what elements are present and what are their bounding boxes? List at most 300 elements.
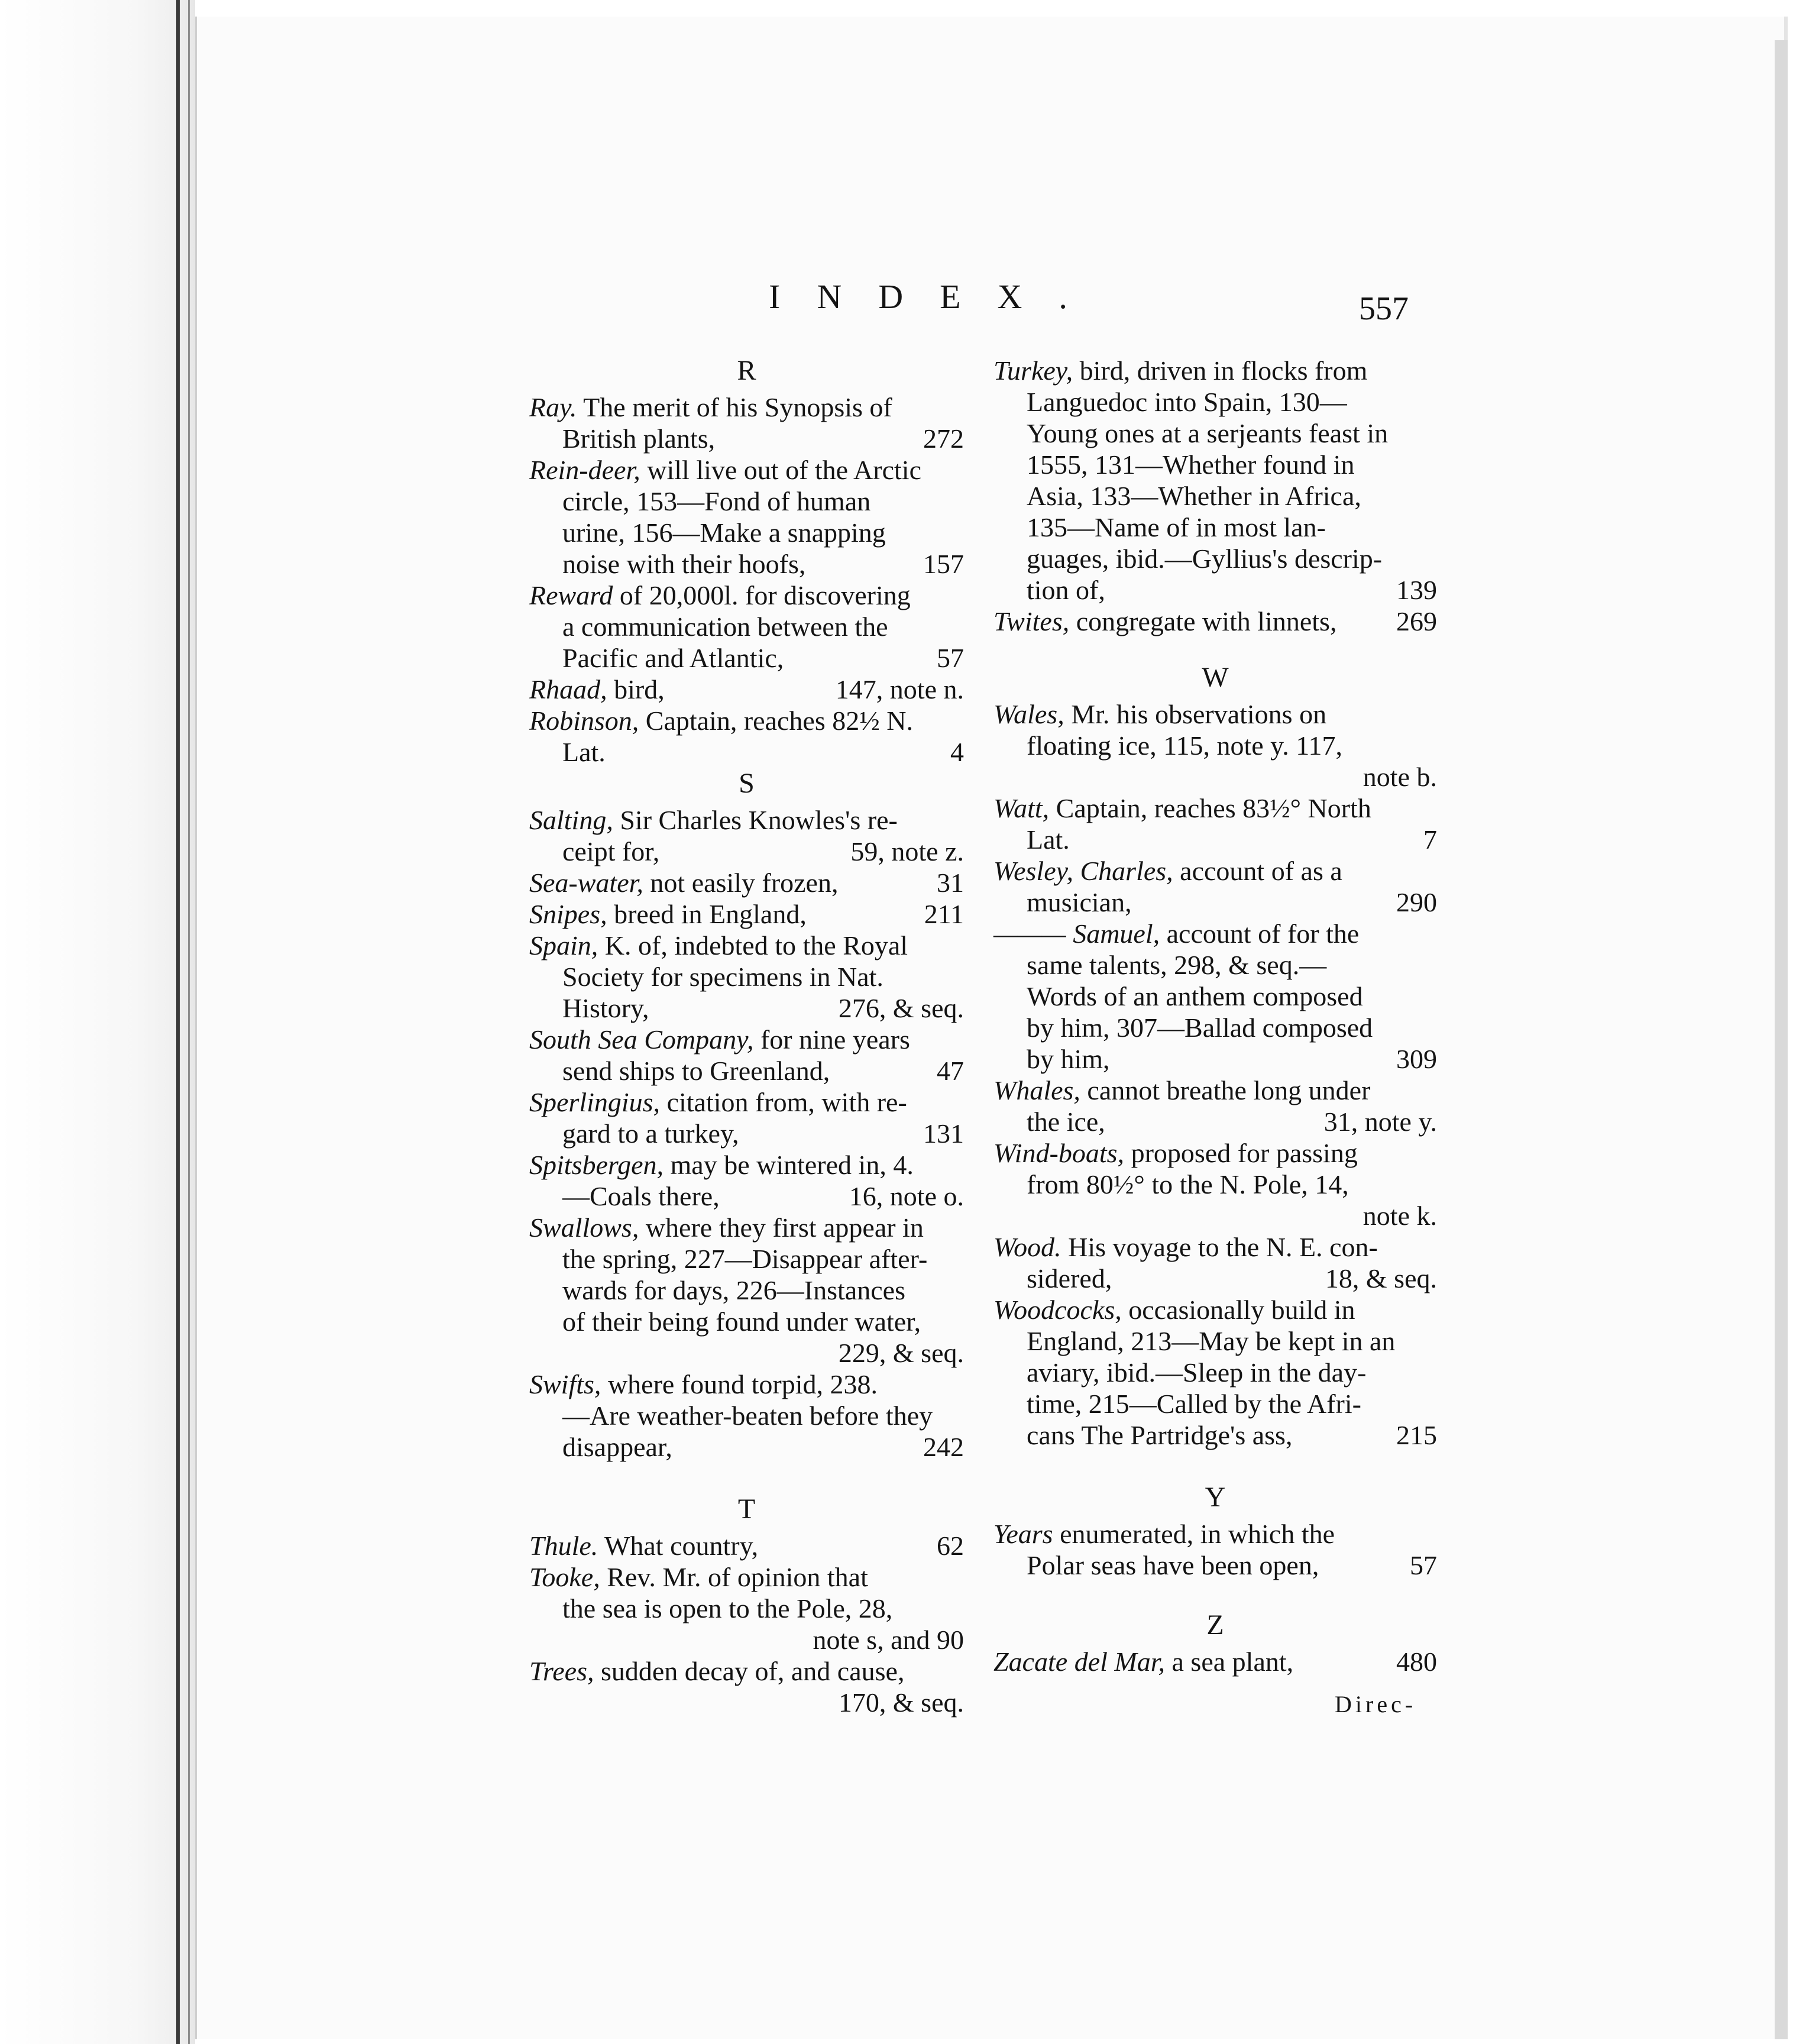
entry-headword: Thule. <box>529 1531 598 1561</box>
entry-line <box>529 454 964 486</box>
index-entry <box>529 580 964 674</box>
entry-body: England, 213—May be kept in an <box>1027 1326 1396 1356</box>
entry-text <box>993 855 1342 887</box>
index-entry <box>529 1530 964 1561</box>
entry-line <box>993 698 1437 730</box>
entry-body: aviary, ibid.—Sleep in the day- <box>1027 1357 1367 1388</box>
entry-line <box>993 887 1437 918</box>
entry-line <box>529 1593 964 1624</box>
entry-line <box>993 1357 1437 1388</box>
running-title: INDEX. <box>769 277 1104 316</box>
index-entry <box>529 1212 964 1369</box>
entry-headword: Wesley, Charles, <box>993 856 1173 886</box>
entry-line <box>993 1550 1437 1581</box>
index-entry <box>993 1231 1437 1294</box>
entry-line <box>993 1419 1437 1451</box>
entry-body: will live out of the Arctic <box>647 455 921 485</box>
entry-body: British plants, <box>562 423 716 454</box>
entry-line <box>993 1137 1437 1169</box>
entry-body: gard to a turkey, <box>562 1118 739 1149</box>
entry-body: from 80½° to the N. Pole, 14, <box>1027 1169 1349 1199</box>
section-letter: Z <box>1206 1609 1224 1641</box>
entry-line <box>529 642 964 674</box>
entry-line <box>529 1687 964 1718</box>
entry-headword: South Sea Company, <box>529 1024 754 1055</box>
entry-text <box>1027 1357 1366 1388</box>
entry-headword: Tooke, <box>529 1562 600 1592</box>
entry-text <box>562 611 888 642</box>
entry-text <box>1027 1043 1110 1075</box>
index-entry <box>993 1646 1437 1677</box>
entry-headword: Wind-boats, <box>993 1138 1125 1168</box>
entry-body: guages, ibid.—Gyllius's descrip- <box>1027 544 1383 574</box>
entry-line <box>993 418 1437 449</box>
entry-headword: Wales, <box>993 699 1064 729</box>
entry-line <box>993 574 1437 606</box>
section-letter: S <box>739 768 755 799</box>
entry-body: Lat. <box>1027 824 1070 855</box>
entry-body: urine, 156—Make a snapping <box>562 518 886 548</box>
entry-body: same talents, 298, & seq.— <box>1027 950 1327 980</box>
page-reference: 290 <box>1396 887 1437 917</box>
entry-line <box>529 1530 964 1561</box>
entry-text <box>993 1646 1293 1677</box>
entry-line <box>529 674 964 705</box>
entry-body: bird, <box>614 674 665 704</box>
entry-line <box>529 1181 964 1212</box>
entry-body: sidered, <box>1027 1263 1112 1293</box>
index-entry <box>529 1024 964 1086</box>
entry-line <box>993 1169 1437 1200</box>
entry-text <box>1027 949 1326 981</box>
entry-text <box>529 804 898 836</box>
entry-body: the sea is open to the Pole, 28, <box>562 1593 893 1623</box>
entry-body: Pacific and Atlantic, <box>562 643 784 673</box>
entry-headword: Sea-water, <box>529 868 643 898</box>
entry-headword: ——— Samuel, <box>993 918 1160 949</box>
index-entry <box>993 855 1437 918</box>
entry-text <box>562 642 784 674</box>
entry-text <box>529 1149 914 1181</box>
entry-line <box>993 1200 1437 1231</box>
index-entry <box>993 355 1437 606</box>
entry-body: wards for days, 226—Instances <box>562 1275 905 1305</box>
entry-line <box>529 486 964 517</box>
entry-body: the spring, 227—Disappear after- <box>562 1244 928 1274</box>
entry-headword: Robinson, <box>529 706 639 736</box>
index-entry <box>529 454 964 580</box>
entry-line <box>993 949 1437 981</box>
entry-headword: Reward <box>529 580 613 610</box>
entry-body: Languedoc into Spain, 130— <box>1027 387 1347 417</box>
entry-text <box>1027 449 1354 480</box>
entry-line <box>529 1400 964 1431</box>
entry-line <box>993 1646 1437 1677</box>
entry-text <box>529 1530 758 1561</box>
entry-line <box>529 1086 964 1118</box>
entry-body: noise with their hoofs, <box>562 549 806 579</box>
entry-line <box>993 449 1437 480</box>
entry-text <box>1027 1325 1395 1357</box>
page-reference: 215 <box>1396 1420 1437 1450</box>
entry-line <box>993 1518 1437 1550</box>
entry-body: Words of an anthem composed <box>1027 981 1363 1011</box>
entry-text <box>993 1075 1370 1106</box>
entry-text <box>529 392 892 423</box>
entry-headword: Whales, <box>993 1075 1080 1105</box>
entry-line <box>529 1624 964 1655</box>
entry-text <box>993 698 1326 730</box>
entry-line <box>993 918 1437 949</box>
entry-body: Asia, 133—Whether in Africa, <box>1027 481 1361 511</box>
entry-line <box>529 736 964 768</box>
entry-headword: Salting, <box>529 805 613 835</box>
entry-text <box>1027 512 1326 543</box>
entry-headword: Zacate del Mar, <box>993 1647 1166 1677</box>
entry-line <box>993 824 1437 855</box>
entry-body: circle, 153—Fond of human <box>562 486 871 516</box>
entry-line <box>529 548 964 580</box>
entry-body: of their being found under water, <box>562 1306 921 1337</box>
entry-text <box>562 1055 830 1086</box>
entry-text <box>529 674 665 705</box>
entry-line <box>993 1294 1437 1325</box>
index-entry <box>993 1075 1437 1137</box>
page-reference: 31 <box>937 868 964 898</box>
index-entry <box>529 930 964 1024</box>
entry-body: Mr. his observations on <box>1071 699 1327 729</box>
entry-body: send ships to Greenland, <box>562 1056 830 1086</box>
page-reference: 211 <box>924 899 964 929</box>
entry-text <box>993 918 1359 949</box>
entry-body: cans The Partridge's ass, <box>1027 1420 1293 1450</box>
page-reference: 480 <box>1396 1647 1437 1677</box>
entry-line <box>529 1275 964 1306</box>
entry-text <box>529 1086 907 1118</box>
index-entry <box>529 674 964 705</box>
entry-body: History, <box>562 993 649 1023</box>
page-reference: 62 <box>937 1531 964 1561</box>
entry-line <box>993 855 1437 887</box>
entry-text <box>993 1294 1355 1325</box>
entry-text <box>562 1243 927 1275</box>
index-entry <box>529 804 964 867</box>
entry-body: floating ice, 115, note y. 117, <box>1027 730 1342 761</box>
index-entry <box>529 1086 964 1149</box>
entry-line <box>529 1431 964 1463</box>
page-reference: 269 <box>1396 606 1437 636</box>
entry-line <box>529 930 964 961</box>
index-entry <box>993 1294 1437 1451</box>
entry-headword: Swallows, <box>529 1212 639 1243</box>
entry-body: a communication between the <box>562 612 888 642</box>
entry-body: cannot breathe long under <box>1087 1075 1371 1105</box>
entry-line <box>529 1149 964 1181</box>
entry-body: account of as a <box>1180 856 1342 886</box>
entry-text <box>562 961 883 992</box>
page-reference: 47 <box>937 1056 964 1086</box>
entry-line <box>529 392 964 423</box>
entry-text <box>1027 480 1361 512</box>
index-entry <box>529 898 964 930</box>
entry-body: Captain, reaches 82½ N. <box>645 706 913 736</box>
entry-body: 135—Name of in most lan- <box>1027 512 1326 542</box>
entry-body: What country, <box>604 1531 759 1561</box>
page-reference: 31, note y. <box>1323 1107 1437 1137</box>
entry-text <box>562 736 606 768</box>
entry-text <box>529 898 807 930</box>
entry-text <box>993 1231 1378 1263</box>
entry-body: proposed for passing <box>1131 1138 1358 1168</box>
entry-body: not easily frozen, <box>650 868 839 898</box>
entry-text <box>562 1431 672 1463</box>
entry-line <box>529 1337 964 1369</box>
entry-body: account of for the <box>1166 918 1360 949</box>
entry-headword: Sperlingius, <box>529 1087 661 1117</box>
page-reference: 59, note z. <box>850 836 964 866</box>
page-reference: 276, & seq. <box>838 993 964 1023</box>
entry-line <box>529 611 964 642</box>
entry-body: —Are weather-beaten before they <box>562 1401 933 1431</box>
entry-text <box>1027 1169 1349 1200</box>
entry-text <box>1027 887 1132 918</box>
entry-line <box>529 423 964 454</box>
entry-line <box>993 981 1437 1012</box>
entry-line <box>529 898 964 930</box>
page-reference: 18, & seq. <box>1325 1263 1437 1293</box>
entry-body: Lat. <box>562 737 606 767</box>
index-entry <box>529 392 964 454</box>
index-entry <box>529 705 964 768</box>
entry-text <box>1027 730 1342 761</box>
entry-text <box>562 1400 933 1431</box>
entry-text <box>529 867 838 898</box>
entry-text <box>1027 1012 1373 1043</box>
page-reference: 309 <box>1396 1044 1437 1074</box>
entry-text <box>562 517 886 548</box>
entry-text <box>529 1655 904 1687</box>
page-reference: 157 <box>923 549 964 579</box>
entry-body: ceipt for, <box>562 836 660 866</box>
entry-text <box>529 580 911 611</box>
entry-line <box>993 730 1437 761</box>
index-entry <box>529 1561 964 1655</box>
entry-line <box>993 1012 1437 1043</box>
entry-headword: Rhaad, <box>529 674 607 704</box>
entry-text <box>1027 824 1070 855</box>
entry-line <box>993 1043 1437 1075</box>
entry-headword: Rein-deer, <box>529 455 640 485</box>
entry-line <box>993 512 1437 543</box>
entry-text <box>1027 418 1388 449</box>
entry-headword: Twites, <box>993 606 1070 636</box>
entry-text <box>562 1593 892 1624</box>
index-entry <box>529 867 964 898</box>
entry-body: a sea plant, <box>1171 1647 1294 1677</box>
entry-line <box>993 543 1437 574</box>
entry-headword: Snipes, <box>529 899 607 929</box>
binding-shadow <box>188 0 190 2044</box>
entry-body: where they first appear in <box>645 1212 924 1243</box>
entry-body: citation from, with re- <box>666 1087 907 1117</box>
entry-line <box>993 1106 1437 1137</box>
entry-body: of 20,000l. for discovering <box>619 580 911 610</box>
page-reference: note k. <box>1362 1201 1437 1231</box>
entry-text <box>993 355 1367 386</box>
page-edge <box>1775 40 1788 2039</box>
entry-body: 1555, 131—Whether found in <box>1027 449 1355 480</box>
entry-text <box>1027 574 1105 606</box>
entry-line <box>529 961 964 992</box>
entry-line <box>529 580 964 611</box>
entry-headword: Spain, <box>529 930 598 960</box>
entry-text <box>562 1181 720 1212</box>
entry-line <box>993 386 1437 418</box>
entry-body: enumerated, in which the <box>1060 1519 1335 1549</box>
entry-line <box>993 1231 1437 1263</box>
section-letter: Y <box>1205 1482 1226 1513</box>
entry-line <box>529 1118 964 1149</box>
entry-line <box>529 1243 964 1275</box>
entry-text <box>1027 1388 1361 1419</box>
entry-body: tion of, <box>1027 575 1105 605</box>
entry-body: for nine years <box>760 1024 910 1055</box>
entry-headword: Years <box>993 1519 1053 1549</box>
entry-text <box>529 1369 878 1400</box>
entry-line <box>529 836 964 867</box>
page-reference: 170, & seq. <box>838 1687 964 1718</box>
entry-body: Captain, reaches 83½° North <box>1056 793 1371 823</box>
index-entry <box>993 698 1437 793</box>
entry-body: occasionally build in <box>1128 1295 1355 1325</box>
index-entry <box>993 793 1437 855</box>
entry-headword: Turkey, <box>993 355 1073 386</box>
entry-line <box>529 705 964 736</box>
entry-line <box>993 480 1437 512</box>
entry-text <box>562 836 659 867</box>
entry-body: musician, <box>1027 887 1132 917</box>
entry-headword: Trees, <box>529 1656 594 1686</box>
entry-body: His voyage to the N. E. con- <box>1068 1232 1378 1262</box>
entry-text <box>562 1118 739 1149</box>
index-entry <box>993 606 1437 637</box>
entry-body: Young ones at a serjeants feast in <box>1027 418 1389 448</box>
paper-page <box>195 17 1788 2039</box>
entry-headword: Watt, <box>993 793 1050 823</box>
entry-line <box>529 1212 964 1243</box>
entry-body: Polar seas have been open, <box>1027 1550 1319 1580</box>
facing-page-edge <box>0 0 195 2044</box>
entry-body: Rev. Mr. of opinion that <box>607 1562 868 1592</box>
entry-text <box>1027 981 1363 1012</box>
entry-headword: Swifts, <box>529 1369 601 1399</box>
entry-body: —Coals there, <box>562 1181 720 1211</box>
page-reference: 139 <box>1396 575 1437 605</box>
entry-line <box>993 606 1437 637</box>
entry-headword: Woodcocks, <box>993 1295 1122 1325</box>
entry-text <box>562 548 805 580</box>
entry-text <box>1027 386 1347 418</box>
page-reference: 229, & seq. <box>838 1338 964 1368</box>
entry-line <box>993 355 1437 386</box>
page-reference: 272 <box>923 423 964 454</box>
index-entry <box>993 1518 1437 1581</box>
entry-line <box>529 992 964 1024</box>
entry-text <box>993 606 1336 637</box>
section-letter: R <box>737 355 756 386</box>
entry-text <box>529 705 913 736</box>
entry-body: sudden decay of, and cause, <box>600 1656 905 1686</box>
page-reference: 131 <box>923 1118 964 1149</box>
entry-line <box>993 793 1437 824</box>
entry-line <box>529 1055 964 1086</box>
index-entry <box>993 918 1437 1075</box>
entry-text <box>1027 1106 1105 1137</box>
entry-body: congregate with linnets, <box>1076 606 1337 636</box>
entry-line <box>993 1325 1437 1357</box>
entry-text <box>562 1275 905 1306</box>
index-entry <box>529 1149 964 1212</box>
entry-line <box>993 1263 1437 1294</box>
entry-body: may be wintered in, 4. <box>670 1150 914 1180</box>
entry-text <box>993 1137 1358 1169</box>
catchword: Direc- <box>1335 1691 1417 1718</box>
index-entry <box>993 1137 1437 1231</box>
entry-text <box>562 1306 921 1337</box>
entry-text <box>1027 1263 1112 1294</box>
entry-body: Sir Charles Knowles's re- <box>620 805 898 835</box>
entry-line <box>529 1561 964 1593</box>
entry-line <box>529 1655 964 1687</box>
entry-line <box>993 1388 1437 1419</box>
entry-body: time, 215—Called by the Afri- <box>1027 1389 1361 1419</box>
page-reference: 57 <box>1410 1550 1437 1580</box>
page-reference: 4 <box>950 737 964 767</box>
section-letter: T <box>737 1493 756 1525</box>
entry-line <box>529 804 964 836</box>
page-reference: 7 <box>1423 824 1437 855</box>
entry-text <box>562 423 715 454</box>
entry-body: disappear, <box>562 1432 672 1462</box>
entry-text <box>529 1024 910 1055</box>
index-entry <box>529 1655 964 1718</box>
entry-line <box>529 1369 964 1400</box>
entry-body: The merit of his Synopsis of <box>583 392 892 422</box>
entry-text <box>529 1561 868 1593</box>
entry-body: Society for specimens in Nat. <box>562 962 883 992</box>
entry-text <box>529 454 921 486</box>
entry-headword: Spitsbergen, <box>529 1150 664 1180</box>
page-reference: 147, note n. <box>835 674 964 704</box>
entry-text <box>529 930 908 961</box>
entry-line <box>993 1075 1437 1106</box>
entry-text <box>562 992 649 1024</box>
entry-text <box>562 486 870 517</box>
entry-text <box>1027 1419 1292 1451</box>
page-reference: 57 <box>937 643 964 673</box>
entry-text <box>1027 1550 1319 1581</box>
entry-body: by him, <box>1027 1044 1110 1074</box>
entry-line <box>529 517 964 548</box>
section-letter: W <box>1202 662 1229 693</box>
entry-text <box>1027 543 1382 574</box>
page-reference: 16, note o. <box>849 1181 964 1211</box>
entry-text <box>993 793 1371 824</box>
entry-body: the ice, <box>1027 1107 1105 1137</box>
entry-body: bird, driven in flocks from <box>1079 355 1368 386</box>
entry-line <box>529 1306 964 1337</box>
entry-headword: Wood. <box>993 1232 1061 1262</box>
